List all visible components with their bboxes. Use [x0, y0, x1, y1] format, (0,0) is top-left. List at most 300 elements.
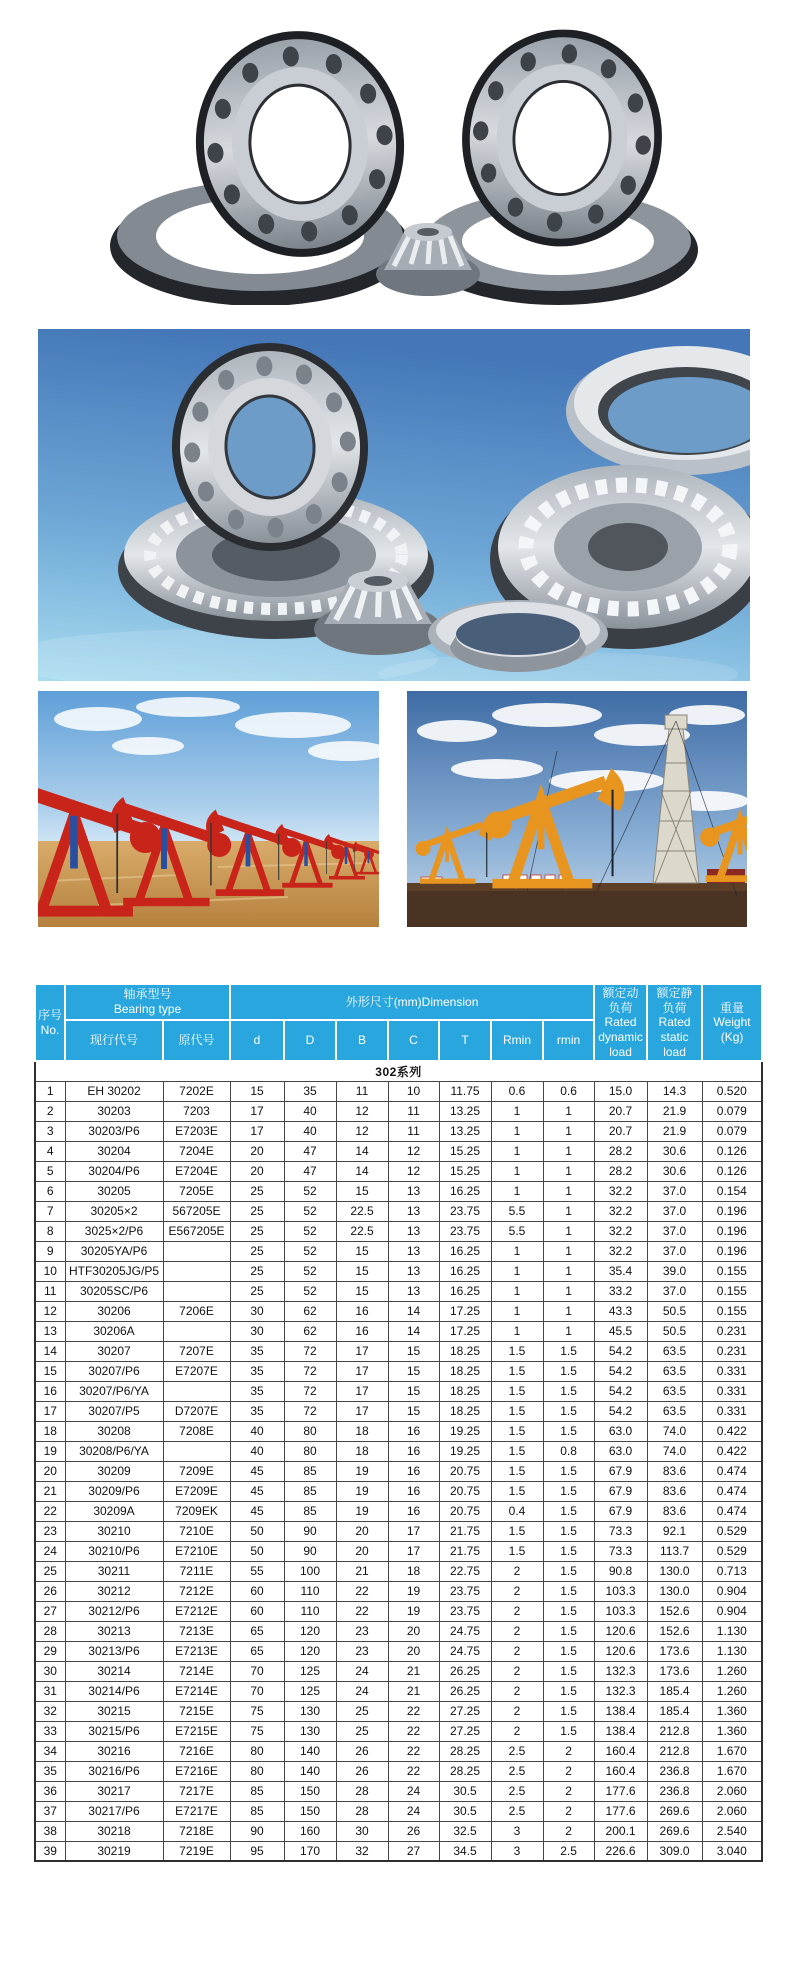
cell-C: 10 [388, 1081, 439, 1101]
cell-rmin: 1 [543, 1261, 594, 1281]
cell-d: 65 [230, 1621, 284, 1641]
cell-current-code: 30208 [65, 1421, 163, 1441]
cell-static-load: 212.8 [647, 1741, 702, 1761]
cell-T: 18.25 [439, 1341, 491, 1361]
cell-current-code: 30212 [65, 1581, 163, 1601]
cell-Rmin: 1.5 [491, 1441, 543, 1461]
cell-static-load: 236.8 [647, 1761, 702, 1781]
cell-B: 11 [336, 1081, 388, 1101]
cell-no: 26 [35, 1581, 65, 1601]
cell-B: 14 [336, 1161, 388, 1181]
cell-rmin: 1.5 [543, 1501, 594, 1521]
cell-rmin: 1.5 [543, 1381, 594, 1401]
cell-C: 11 [388, 1101, 439, 1121]
cell-C: 22 [388, 1761, 439, 1781]
cell-Rmin: 1 [491, 1161, 543, 1181]
cell-dynamic-load: 15.0 [594, 1081, 647, 1101]
cell-weight: 0.126 [702, 1141, 762, 1161]
cell-B: 17 [336, 1401, 388, 1421]
cell-B: 26 [336, 1741, 388, 1761]
cell-no: 3 [35, 1121, 65, 1141]
cell-C: 13 [388, 1241, 439, 1261]
cell-D: 72 [284, 1341, 336, 1361]
cell-rmin: 1.5 [543, 1601, 594, 1621]
cell-rmin: 0.8 [543, 1441, 594, 1461]
cell-weight: 0.079 [702, 1121, 762, 1141]
cell-C: 15 [388, 1401, 439, 1421]
cell-B: 24 [336, 1661, 388, 1681]
cell-original-code: 7211E [163, 1561, 230, 1581]
cell-T: 27.25 [439, 1701, 491, 1721]
cell-static-load: 63.5 [647, 1341, 702, 1361]
cell-no: 18 [35, 1421, 65, 1441]
cell-Rmin: 1.5 [491, 1421, 543, 1441]
cell-d: 45 [230, 1501, 284, 1521]
cell-rmin: 1.5 [543, 1681, 594, 1701]
cell-original-code: E567205E [163, 1221, 230, 1241]
cell-Rmin: 1 [491, 1121, 543, 1141]
col-header-D: D [284, 1020, 336, 1061]
cell-weight: 0.904 [702, 1601, 762, 1621]
cell-D: 160 [284, 1821, 336, 1841]
cell-static-load: 152.6 [647, 1621, 702, 1641]
col-header-rmin: rmin [543, 1020, 594, 1061]
cell-dynamic-load: 20.7 [594, 1121, 647, 1141]
cell-T: 26.25 [439, 1681, 491, 1701]
cell-Rmin: 1 [491, 1281, 543, 1301]
table-row [35, 1761, 762, 1781]
oilfield-rigs-illustration [407, 691, 747, 927]
cell-rmin: 0.6 [543, 1081, 594, 1101]
table-row [35, 1301, 762, 1321]
cell-static-load: 236.8 [647, 1781, 702, 1801]
cell-rmin: 1.5 [543, 1561, 594, 1581]
table-row [35, 1541, 762, 1561]
cell-static-load: 37.0 [647, 1201, 702, 1221]
table-row [35, 1501, 762, 1521]
cell-weight: 0.079 [702, 1101, 762, 1121]
cell-B: 12 [336, 1121, 388, 1141]
cell-original-code: 7207E [163, 1341, 230, 1361]
table-row [35, 1161, 762, 1181]
cell-weight: 2.060 [702, 1781, 762, 1801]
cell-rmin: 1 [543, 1321, 594, 1341]
cell-d: 60 [230, 1581, 284, 1601]
cell-original-code: D7207E [163, 1401, 230, 1421]
cell-D: 52 [284, 1261, 336, 1281]
cell-T: 20.75 [439, 1481, 491, 1501]
cell-original-code: 7204E [163, 1141, 230, 1161]
cell-dynamic-load: 20.7 [594, 1101, 647, 1121]
cell-d: 40 [230, 1421, 284, 1441]
cell-no: 29 [35, 1641, 65, 1661]
cell-static-load: 185.4 [647, 1681, 702, 1701]
cell-no: 33 [35, 1721, 65, 1741]
cell-T: 27.25 [439, 1721, 491, 1741]
cell-Rmin: 2 [491, 1581, 543, 1601]
table-row [35, 1361, 762, 1381]
cell-dynamic-load: 54.2 [594, 1401, 647, 1421]
cell-T: 19.25 [439, 1441, 491, 1461]
cell-no: 10 [35, 1261, 65, 1281]
cell-static-load: 83.6 [647, 1501, 702, 1521]
cell-original-code: 7209E [163, 1461, 230, 1481]
cell-static-load: 74.0 [647, 1441, 702, 1461]
cell-d: 35 [230, 1381, 284, 1401]
cell-D: 140 [284, 1761, 336, 1781]
cell-T: 20.75 [439, 1501, 491, 1521]
cell-D: 85 [284, 1461, 336, 1481]
cell-T: 24.75 [439, 1641, 491, 1661]
cell-B: 20 [336, 1541, 388, 1561]
cell-weight: 0.331 [702, 1401, 762, 1421]
cell-current-code: 30203/P6 [65, 1121, 163, 1141]
cell-B: 19 [336, 1501, 388, 1521]
cell-weight: 0.904 [702, 1581, 762, 1601]
cell-dynamic-load: 160.4 [594, 1741, 647, 1761]
cell-no: 37 [35, 1801, 65, 1821]
cell-weight: 0.155 [702, 1261, 762, 1281]
cell-dynamic-load: 28.2 [594, 1141, 647, 1161]
table-row [35, 1741, 762, 1761]
cell-weight: 0.231 [702, 1341, 762, 1361]
cell-T: 22.75 [439, 1561, 491, 1581]
cell-weight: 0.422 [702, 1441, 762, 1461]
cell-Rmin: 1 [491, 1141, 543, 1161]
cell-D: 52 [284, 1181, 336, 1201]
cell-T: 19.25 [439, 1421, 491, 1441]
cell-rmin: 1.5 [543, 1461, 594, 1481]
table-row [35, 1341, 762, 1361]
cell-d: 85 [230, 1801, 284, 1821]
cell-Rmin: 1.5 [491, 1341, 543, 1361]
cell-weight: 0.529 [702, 1521, 762, 1541]
cell-static-load: 50.5 [647, 1321, 702, 1341]
cell-dynamic-load: 32.2 [594, 1201, 647, 1221]
cell-current-code: 30215/P6 [65, 1721, 163, 1741]
cell-Rmin: 0.6 [491, 1081, 543, 1101]
cell-current-code: 30206A [65, 1321, 163, 1341]
col-header-B: B [336, 1020, 388, 1061]
cell-original-code: 7218E [163, 1821, 230, 1841]
cell-current-code: 30216 [65, 1741, 163, 1761]
cell-static-load: 39.0 [647, 1261, 702, 1281]
cell-rmin: 2 [543, 1801, 594, 1821]
cell-C: 19 [388, 1581, 439, 1601]
cell-current-code: 30218 [65, 1821, 163, 1841]
cell-no: 11 [35, 1281, 65, 1301]
bearing-spec-table-wrap [34, 983, 761, 1862]
cell-D: 40 [284, 1101, 336, 1121]
cell-dynamic-load: 54.2 [594, 1361, 647, 1381]
cell-static-load: 63.5 [647, 1401, 702, 1421]
cell-weight: 0.155 [702, 1281, 762, 1301]
cell-D: 90 [284, 1521, 336, 1541]
cell-original-code: E7209E [163, 1481, 230, 1501]
table-row [35, 1561, 762, 1581]
cell-current-code: 30217 [65, 1781, 163, 1801]
cell-C: 12 [388, 1161, 439, 1181]
cell-B: 23 [336, 1641, 388, 1661]
cell-D: 150 [284, 1801, 336, 1821]
cell-Rmin: 2 [491, 1621, 543, 1641]
cell-C: 21 [388, 1681, 439, 1701]
cell-d: 25 [230, 1281, 284, 1301]
cell-dynamic-load: 177.6 [594, 1801, 647, 1821]
cell-no: 23 [35, 1521, 65, 1541]
cell-current-code: 30207 [65, 1341, 163, 1361]
table-row [35, 1281, 762, 1301]
cell-rmin: 2 [543, 1761, 594, 1781]
cell-D: 47 [284, 1141, 336, 1161]
cell-static-load: 37.0 [647, 1181, 702, 1201]
col-header-dimension: 外形尺寸(mm)Dimension [230, 984, 594, 1020]
cell-no: 2 [35, 1101, 65, 1121]
cell-B: 22 [336, 1581, 388, 1601]
cell-dynamic-load: 33.2 [594, 1281, 647, 1301]
cell-Rmin: 5.5 [491, 1201, 543, 1221]
cell-rmin: 1.5 [543, 1421, 594, 1441]
cell-rmin: 1 [543, 1181, 594, 1201]
cell-D: 100 [284, 1561, 336, 1581]
cell-B: 28 [336, 1781, 388, 1801]
cell-original-code: E7203E [163, 1121, 230, 1141]
cell-D: 40 [284, 1121, 336, 1141]
cell-rmin: 1 [543, 1141, 594, 1161]
cell-rmin: 1.5 [543, 1481, 594, 1501]
cell-D: 35 [284, 1081, 336, 1101]
cell-rmin: 2.5 [543, 1841, 594, 1861]
cell-no: 36 [35, 1781, 65, 1801]
cell-original-code: E7214E [163, 1681, 230, 1701]
cell-d: 60 [230, 1601, 284, 1621]
cell-weight: 0.196 [702, 1241, 762, 1261]
cell-T: 13.25 [439, 1101, 491, 1121]
cell-T: 18.25 [439, 1401, 491, 1421]
cell-current-code: HTF30205JG/P5 [65, 1261, 163, 1281]
cell-weight: 0.474 [702, 1461, 762, 1481]
cell-no: 27 [35, 1601, 65, 1621]
cell-C: 16 [388, 1421, 439, 1441]
cell-B: 15 [336, 1281, 388, 1301]
cell-C: 13 [388, 1281, 439, 1301]
cell-static-load: 269.6 [647, 1821, 702, 1841]
cell-d: 35 [230, 1361, 284, 1381]
cell-no: 22 [35, 1501, 65, 1521]
cell-no: 28 [35, 1621, 65, 1641]
cell-dynamic-load: 120.6 [594, 1641, 647, 1661]
cell-d: 95 [230, 1841, 284, 1861]
table-row [35, 1221, 762, 1241]
cell-no: 12 [35, 1301, 65, 1321]
cell-D: 52 [284, 1201, 336, 1221]
cell-static-load: 130.0 [647, 1561, 702, 1581]
cell-static-load: 113.7 [647, 1541, 702, 1561]
cell-D: 130 [284, 1701, 336, 1721]
cell-current-code: 30211 [65, 1561, 163, 1581]
cell-Rmin: 1 [491, 1301, 543, 1321]
cell-rmin: 1 [543, 1281, 594, 1301]
cell-d: 15 [230, 1081, 284, 1101]
cell-Rmin: 1.5 [491, 1361, 543, 1381]
cell-rmin: 1 [543, 1241, 594, 1261]
table-row [35, 1581, 762, 1601]
cell-T: 26.25 [439, 1661, 491, 1681]
cell-static-load: 269.6 [647, 1801, 702, 1821]
cell-Rmin: 3 [491, 1821, 543, 1841]
cell-T: 18.25 [439, 1381, 491, 1401]
cell-no: 19 [35, 1441, 65, 1461]
cell-B: 30 [336, 1821, 388, 1841]
cell-T: 15.25 [439, 1141, 491, 1161]
cell-Rmin: 2.5 [491, 1781, 543, 1801]
cell-original-code: E7207E [163, 1361, 230, 1381]
cell-rmin: 1 [543, 1301, 594, 1321]
cell-B: 25 [336, 1721, 388, 1741]
cell-C: 17 [388, 1521, 439, 1541]
cell-Rmin: 2 [491, 1641, 543, 1661]
cell-T: 16.25 [439, 1281, 491, 1301]
table-row [35, 1721, 762, 1741]
cell-B: 22 [336, 1601, 388, 1621]
cell-weight: 1.260 [702, 1681, 762, 1701]
cell-C: 15 [388, 1361, 439, 1381]
cell-static-load: 173.6 [647, 1641, 702, 1661]
cell-dynamic-load: 32.2 [594, 1181, 647, 1201]
cell-rmin: 2 [543, 1741, 594, 1761]
cell-static-load: 92.1 [647, 1521, 702, 1541]
cell-D: 52 [284, 1221, 336, 1241]
cell-original-code: 7213E [163, 1621, 230, 1641]
cell-dynamic-load: 138.4 [594, 1701, 647, 1721]
cell-no: 16 [35, 1381, 65, 1401]
table-row [35, 1621, 762, 1641]
cell-no: 14 [35, 1341, 65, 1361]
cell-Rmin: 1.5 [491, 1541, 543, 1561]
cell-D: 150 [284, 1781, 336, 1801]
cell-weight: 0.529 [702, 1541, 762, 1561]
cell-D: 47 [284, 1161, 336, 1181]
cell-no: 15 [35, 1361, 65, 1381]
cell-static-load: 185.4 [647, 1701, 702, 1721]
cell-static-load: 173.6 [647, 1661, 702, 1681]
cell-B: 12 [336, 1101, 388, 1121]
cell-C: 26 [388, 1821, 439, 1841]
cell-dynamic-load: 177.6 [594, 1781, 647, 1801]
cell-rmin: 1.5 [543, 1361, 594, 1381]
cell-rmin: 1 [543, 1121, 594, 1141]
col-header-current-code: 现行代号 [65, 1020, 163, 1061]
cell-current-code: 30207/P6 [65, 1361, 163, 1381]
cell-weight: 2.060 [702, 1801, 762, 1821]
cell-dynamic-load: 43.3 [594, 1301, 647, 1321]
cell-B: 15 [336, 1181, 388, 1201]
cell-C: 11 [388, 1121, 439, 1141]
cell-Rmin: 0.4 [491, 1501, 543, 1521]
cell-T: 16.25 [439, 1181, 491, 1201]
cell-original-code [163, 1261, 230, 1281]
col-header-bearing-type: 轴承型号 Bearing type [65, 984, 230, 1020]
cell-rmin: 1.5 [543, 1401, 594, 1421]
cell-B: 24 [336, 1681, 388, 1701]
cell-weight: 0.520 [702, 1081, 762, 1101]
series-row [35, 1061, 762, 1081]
cell-d: 90 [230, 1821, 284, 1841]
oilfield-pumpjacks-photo [38, 691, 379, 927]
cell-static-load: 50.5 [647, 1301, 702, 1321]
cell-current-code: 30213 [65, 1621, 163, 1641]
cell-T: 16.25 [439, 1241, 491, 1261]
table-row [35, 1781, 762, 1801]
cell-current-code: 30207/P6/YA [65, 1381, 163, 1401]
cell-no: 39 [35, 1841, 65, 1861]
cell-dynamic-load: 63.0 [594, 1441, 647, 1461]
cell-C: 13 [388, 1221, 439, 1241]
cell-dynamic-load: 160.4 [594, 1761, 647, 1781]
table-row [35, 1401, 762, 1421]
table-row [35, 1821, 762, 1841]
bearings-group-illustration [38, 329, 750, 681]
cell-B: 21 [336, 1561, 388, 1581]
cell-Rmin: 5.5 [491, 1221, 543, 1241]
cell-rmin: 1 [543, 1221, 594, 1241]
cell-C: 20 [388, 1621, 439, 1641]
cell-current-code: 3025×2/P6 [65, 1221, 163, 1241]
cell-no: 32 [35, 1701, 65, 1721]
cell-d: 45 [230, 1461, 284, 1481]
cell-original-code [163, 1381, 230, 1401]
cell-static-load: 21.9 [647, 1101, 702, 1121]
cell-weight: 0.231 [702, 1321, 762, 1341]
cell-rmin: 2 [543, 1821, 594, 1841]
cell-current-code: 30209/P6 [65, 1481, 163, 1501]
cell-Rmin: 1.5 [491, 1401, 543, 1421]
cell-T: 17.25 [439, 1321, 491, 1341]
cell-original-code [163, 1241, 230, 1261]
cell-Rmin: 1 [491, 1181, 543, 1201]
cell-dynamic-load: 132.3 [594, 1681, 647, 1701]
table-row [35, 1381, 762, 1401]
cell-D: 120 [284, 1621, 336, 1641]
col-header-no: 序号 No. [35, 984, 65, 1061]
cell-weight: 0.713 [702, 1561, 762, 1581]
cell-Rmin: 1.5 [491, 1381, 543, 1401]
cell-B: 17 [336, 1381, 388, 1401]
cell-C: 16 [388, 1501, 439, 1521]
cell-D: 110 [284, 1601, 336, 1621]
cell-no: 31 [35, 1681, 65, 1701]
cell-T: 24.75 [439, 1621, 491, 1641]
cell-original-code: 7214E [163, 1661, 230, 1681]
cell-weight: 0.155 [702, 1301, 762, 1321]
cell-weight: 1.670 [702, 1761, 762, 1781]
cell-C: 14 [388, 1321, 439, 1341]
cell-original-code: 567205E [163, 1201, 230, 1221]
cell-D: 72 [284, 1361, 336, 1381]
cell-weight: 0.474 [702, 1501, 762, 1521]
cell-dynamic-load: 28.2 [594, 1161, 647, 1181]
cell-weight: 1.360 [702, 1721, 762, 1741]
cell-D: 72 [284, 1401, 336, 1421]
cell-current-code: 30213/P6 [65, 1641, 163, 1661]
cell-T: 11.75 [439, 1081, 491, 1101]
cell-weight: 0.196 [702, 1201, 762, 1221]
cell-C: 16 [388, 1461, 439, 1481]
cell-static-load: 212.8 [647, 1721, 702, 1741]
cell-original-code: E7210E [163, 1541, 230, 1561]
cell-original-code: E7212E [163, 1601, 230, 1621]
table-row [35, 1441, 762, 1461]
